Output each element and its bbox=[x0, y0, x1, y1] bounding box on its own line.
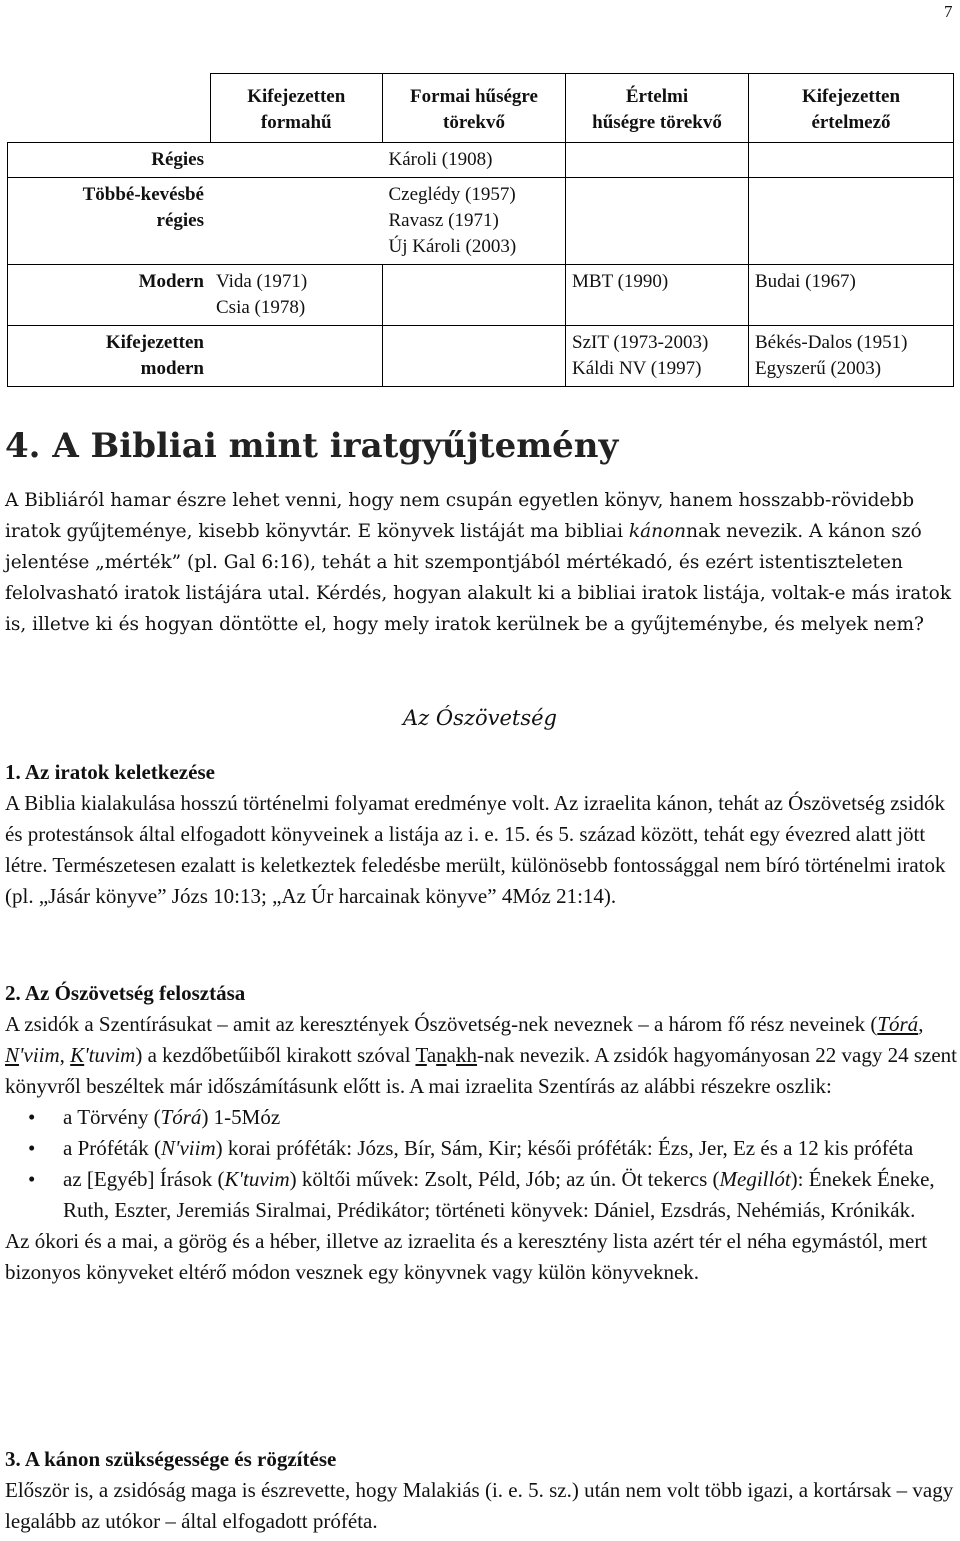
list-item: • a Törvény (Tórá) 1-5Móz bbox=[63, 1102, 957, 1133]
header-ertelmezo: Kifejezetten értelmező bbox=[749, 74, 954, 143]
intro-paragraph: A Bibliáról hamar észre lehet venni, hogy nem csupán egyetlen könyv, hanem hosszabb-rövidebb iratok gyűjteménye, kisebb könyvtár. E könyvek listáját ma bibliai kánonnak nevezik. A kánon szó jelentése „mérték” (pl. Gal 6:16), tehát a hit szempontjából mértékadó, és ezért istentiszteleten felolvasható iratok listájára utal. Kérdés, hogyan alakult ki a bibliai iratok listája, voltak-e más iratok is, illetve ki és hogyan döntötte el, hogy mely iratok kerülnek be a gyűjteménybe, és melyek nem? bbox=[5, 490, 952, 635]
list-item: • a Próféták (N'viim) korai próféták: Józs, Bír, Sám, Kir; késői próféták: Ézs, Jer, Ez és a 12 kis próféta bbox=[63, 1133, 957, 1164]
cell-ertelmi bbox=[566, 143, 749, 178]
cell-ertelmezo: Budai (1967) bbox=[749, 265, 954, 326]
cell-ertelmi: MBT (1990) bbox=[566, 265, 749, 326]
row-label: Modern bbox=[8, 265, 211, 326]
cell-ertelmezo bbox=[749, 143, 954, 178]
cell-ertelmezo: Békés-Dalos (1951) Egyszerű (2003) bbox=[749, 326, 954, 387]
header-formahu: Kifejezetten formahű bbox=[210, 74, 383, 143]
header-ertelmi: Értelmi hűségre törekvő bbox=[566, 74, 749, 143]
cell-formai: Károli (1908) bbox=[383, 143, 566, 178]
cell-formai bbox=[383, 326, 566, 387]
cell-formahu bbox=[210, 178, 383, 265]
table-row-kif-modern bbox=[8, 326, 954, 387]
section-2 bbox=[5, 978, 957, 1288]
section-2-text: A zsidók a Szentírásukat – amit az keresztények Ószövetség-nek neveznek – a három fő rész neveinek (Tórá, N'viim, K'tuvim) a kezdőbetűiből kirakott szóval Tanakh-nak nevezik. A zsidók hagyományosan 22 vagy 24 szent könyvről beszéltek már időszámításunk előtt is. A mai izraelita Szentírás az alábbi részekre oszlik: bbox=[5, 1012, 957, 1098]
page-number: 7 bbox=[944, 2, 953, 21]
cell-formai: Czeglédy (1957) Ravasz (1971) Új Károli (2003) bbox=[383, 178, 566, 265]
cell-formahu: Vida (1971) Csia (1978) bbox=[210, 265, 383, 326]
table-header-row bbox=[8, 74, 954, 143]
table-row-modern bbox=[8, 265, 954, 326]
old-testament-heading: Az Ószövetség bbox=[403, 706, 557, 730]
cell-formahu bbox=[210, 326, 383, 387]
cell-formahu bbox=[210, 143, 383, 178]
bible-translations-table bbox=[7, 73, 954, 387]
table-corner-cell bbox=[8, 74, 211, 143]
cell-ertelmi bbox=[566, 178, 749, 265]
section-3-title: 3. A kánon szükségessége és rögzítése bbox=[5, 1447, 337, 1471]
cell-formai bbox=[383, 265, 566, 326]
cell-ertelmezo bbox=[749, 178, 954, 265]
row-label: Régies bbox=[8, 143, 211, 178]
table-row-regies bbox=[8, 143, 954, 178]
section-2-title: 2. Az Ószövetség felosztása bbox=[5, 981, 246, 1005]
section-title: 4. A Bibliai mint iratgyűjtemény bbox=[5, 426, 619, 466]
cell-ertelmi: SzIT (1973-2003) Káldi NV (1997) bbox=[566, 326, 749, 387]
section-2-closing: Az ókori és a mai, a görög és a héber, illetve az izraelita és a keresztény lista azért tér el néha egymástól, mert bizonyos könyveket eltérő módon vesznek egy könyvnek vagy külön könyveknek. bbox=[5, 1229, 928, 1284]
kanon-term: kánon bbox=[628, 521, 687, 542]
tora-term: Tórá bbox=[877, 1012, 919, 1036]
section-1-title: 1. Az iratok keletkezése bbox=[5, 760, 215, 784]
section-3-text: Először is, a zsidóság maga is észrevette, hogy Malakiás (i. e. 5. sz.) után nem volt több igazi, a kortársak – vagy legalább az utókor – által elfogadott próféta. bbox=[5, 1478, 954, 1533]
parts-list bbox=[5, 1102, 957, 1226]
section-3 bbox=[5, 1444, 957, 1537]
section-1-text: A Biblia kialakulása hosszú történelmi folyamat eredménye volt. Az izraelita kánon, tehát az Ószövetség zsidók és protestánsok által elfogadott könyveinek a listája az i. e. 15. és 5. század között, tehát egy évezred alatt jött létre. Természetesen ezalatt is keletkeztek feledésbe merült, különösebb fontossággal nem bíró történelmi iratok (pl. „Jásár könyve” Józs 10:13; „Az Úr harcainak könyve” 4Móz 21:14). bbox=[5, 791, 946, 908]
row-label: Kifejezetten modern bbox=[8, 326, 211, 387]
header-formai: Formai hűségre törekvő bbox=[383, 74, 566, 143]
section-1 bbox=[5, 757, 957, 912]
list-item: • az [Egyéb] Írások (K'tuvim) költői művek: Zsolt, Péld, Jób; az ún. Öt tekercs (Megillót): Énekek Éneke, Ruth, Eszter, Jeremiás Siralmai, Prédikátor; történeti könyvek: Dániel, Ezsdrás, Nehémiás, Krónikák. bbox=[63, 1164, 957, 1226]
row-label: Többé-kevésbé régies bbox=[8, 178, 211, 265]
table-row-tobbe bbox=[8, 178, 954, 265]
